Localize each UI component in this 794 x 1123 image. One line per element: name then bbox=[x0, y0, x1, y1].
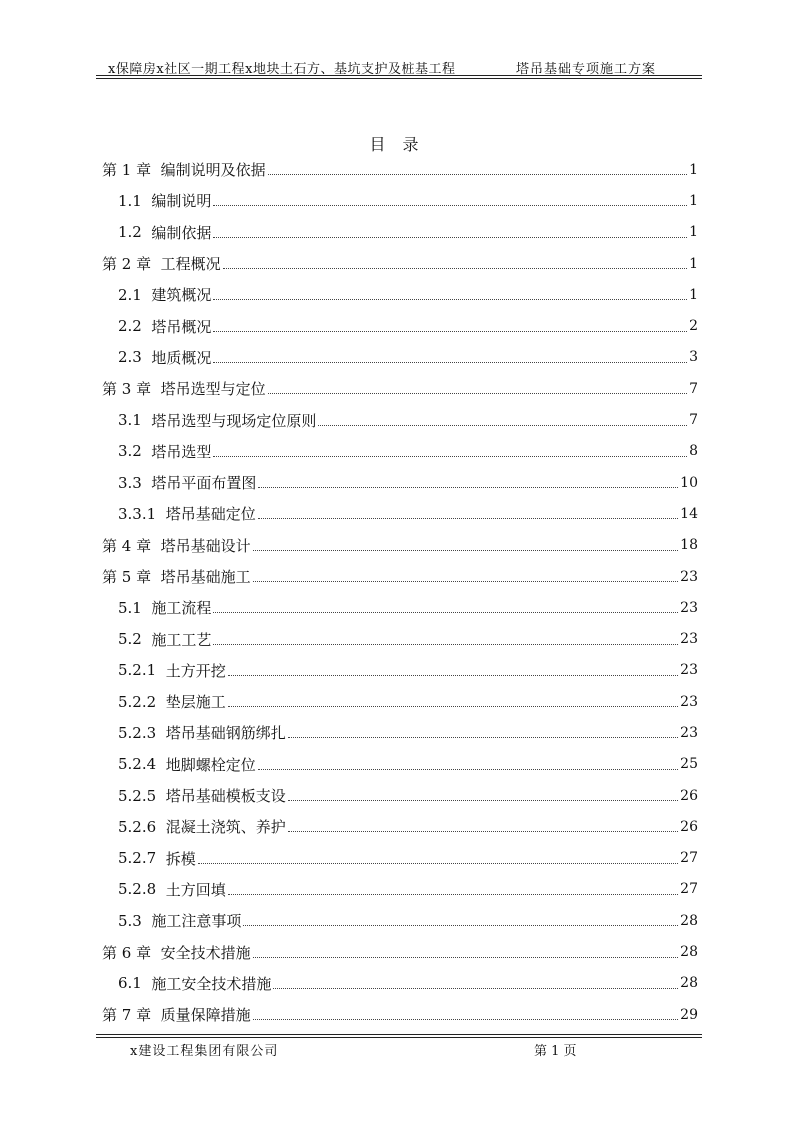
header-document-title: 塔吊基础专项施工方案 bbox=[516, 62, 657, 77]
toc-entry-title: 工程概况 bbox=[160, 255, 221, 274]
toc-entry-page: 8 bbox=[689, 443, 698, 460]
toc-entry-number: 第 7 章 bbox=[102, 1006, 161, 1025]
toc-dot-leader bbox=[273, 988, 678, 989]
toc-entry-page: 23 bbox=[680, 568, 698, 585]
footer-rule-thin bbox=[96, 1034, 702, 1035]
toc-entry-number: 5.2 bbox=[118, 630, 152, 649]
toc-entry[interactable] bbox=[102, 185, 698, 216]
toc-entry[interactable] bbox=[102, 780, 698, 811]
toc-dot-leader bbox=[258, 487, 678, 488]
toc-dot-leader bbox=[288, 800, 678, 801]
toc-entry-page: 23 bbox=[680, 631, 698, 648]
toc-entry[interactable] bbox=[102, 154, 698, 185]
toc-entry-page: 27 bbox=[680, 881, 698, 898]
toc-entry-title: 编制说明及依据 bbox=[160, 161, 266, 180]
toc-entry-number: 3.1 bbox=[118, 411, 152, 430]
toc-entry[interactable] bbox=[102, 717, 698, 748]
toc-entry[interactable] bbox=[102, 404, 698, 435]
toc-entry-title: 塔吊平面布置图 bbox=[151, 474, 257, 493]
toc-entry-number: 5.2.7 bbox=[118, 849, 166, 868]
toc-entry-title: 地质概况 bbox=[151, 348, 212, 367]
toc-entry[interactable] bbox=[102, 592, 698, 623]
toc-dot-leader bbox=[243, 925, 678, 926]
toc-entry-number: 2.1 bbox=[118, 285, 152, 304]
toc-entry-number: 第 5 章 bbox=[102, 568, 161, 586]
toc-entry-page: 1 bbox=[689, 224, 698, 241]
toc-entry-title: 土方回填 bbox=[165, 880, 226, 899]
toc-entry-page: 23 bbox=[680, 662, 698, 679]
toc-entry-number: 5.2.3 bbox=[118, 723, 166, 742]
toc-entry[interactable] bbox=[102, 749, 698, 780]
toc-entry[interactable] bbox=[102, 342, 698, 373]
toc-entry[interactable] bbox=[102, 874, 698, 905]
toc-entry-title: 塔吊基础模板支设 bbox=[165, 787, 286, 806]
toc-entry-page: 26 bbox=[680, 787, 698, 804]
toc-dot-leader bbox=[253, 581, 679, 582]
toc-dot-leader bbox=[213, 612, 678, 613]
toc-entry-number: 5.2.8 bbox=[118, 880, 166, 899]
toc-entry-number: 5.1 bbox=[118, 598, 152, 617]
toc-entry-title: 塔吊基础设计 bbox=[160, 536, 251, 555]
toc-entry-page: 3 bbox=[689, 349, 698, 366]
toc-entry-page: 1 bbox=[689, 161, 698, 178]
toc-entry[interactable] bbox=[102, 655, 698, 686]
toc-entry-number: 第 6 章 bbox=[102, 943, 161, 962]
toc-dot-leader bbox=[223, 268, 687, 269]
toc-dot-leader bbox=[198, 863, 678, 864]
toc-entry-page: 10 bbox=[680, 474, 698, 491]
toc-entry[interactable] bbox=[102, 498, 698, 529]
toc-entry-page: 23 bbox=[680, 693, 698, 710]
header-rule-thin bbox=[96, 78, 702, 79]
toc-entry-page: 26 bbox=[680, 818, 698, 835]
toc-dot-leader bbox=[228, 894, 678, 895]
toc-entry-title: 安全技术措施 bbox=[160, 943, 251, 962]
toc-entry[interactable] bbox=[102, 623, 698, 654]
footer-page-number: 第 1 页 bbox=[534, 1044, 577, 1059]
toc-entry-title: 施工流程 bbox=[151, 599, 212, 618]
toc-entry-title: 施工安全技术措施 bbox=[151, 974, 272, 993]
toc-entry-page: 28 bbox=[680, 944, 698, 961]
toc-dot-leader bbox=[228, 675, 678, 676]
toc-dot-leader bbox=[258, 769, 678, 770]
toc-entry-page: 14 bbox=[680, 505, 698, 522]
toc-entry[interactable] bbox=[102, 373, 698, 404]
toc-entry-page: 1 bbox=[689, 255, 698, 272]
toc-dot-leader bbox=[213, 644, 678, 645]
toc-entry-title: 塔吊选型 bbox=[151, 442, 212, 461]
footer-company: x建设工程集团有限公司 bbox=[130, 1044, 279, 1059]
toc-entry-title: 拆模 bbox=[165, 849, 196, 868]
toc-entry-page: 23 bbox=[680, 724, 698, 741]
toc-entry-number: 第 3 章 bbox=[102, 380, 161, 399]
toc-entry-page: 28 bbox=[680, 912, 698, 929]
toc-entry[interactable] bbox=[102, 217, 698, 248]
toc-dot-leader bbox=[213, 331, 687, 332]
toc-entry-page: 27 bbox=[680, 850, 698, 867]
toc-entry[interactable] bbox=[102, 936, 698, 967]
toc-entry-title: 编制依据 bbox=[151, 223, 212, 242]
toc-entry-page: 25 bbox=[680, 756, 698, 773]
toc-dot-leader bbox=[253, 957, 679, 958]
toc-dot-leader bbox=[288, 737, 678, 738]
toc-entry-number: 第 4 章 bbox=[102, 536, 161, 555]
toc-entry-page: 7 bbox=[689, 412, 698, 429]
toc-entry-number: 3.3.1 bbox=[118, 504, 166, 523]
toc-dot-leader bbox=[268, 174, 687, 175]
toc-entry[interactable] bbox=[102, 467, 698, 498]
toc-entry-page: 7 bbox=[689, 380, 698, 397]
toc-dot-leader bbox=[213, 299, 687, 300]
toc-dot-leader bbox=[253, 1019, 679, 1020]
toc-entry[interactable] bbox=[102, 843, 698, 874]
toc-entry-number: 5.2.6 bbox=[118, 817, 166, 836]
toc-entry-number: 5.3 bbox=[118, 911, 152, 930]
toc-entry-number: 6.1 bbox=[118, 974, 152, 993]
toc-entry-number: 5.2.5 bbox=[118, 786, 166, 805]
toc-entry[interactable] bbox=[102, 310, 698, 341]
toc-entry-number: 3.2 bbox=[118, 442, 152, 461]
toc-entry[interactable] bbox=[102, 905, 698, 936]
toc-entry-page: 29 bbox=[680, 1006, 698, 1023]
toc-dot-leader bbox=[213, 456, 687, 457]
header-rule-thick bbox=[96, 75, 702, 76]
toc-entry-title: 塔吊选型与定位 bbox=[160, 380, 266, 399]
toc-dot-leader bbox=[318, 425, 687, 426]
toc-entry-number: 5.2.2 bbox=[118, 692, 166, 711]
toc-entry-number: 5.2.4 bbox=[118, 755, 166, 774]
toc-dot-leader bbox=[253, 550, 679, 551]
toc-entry-number: 第 1 章 bbox=[102, 161, 161, 180]
page-footer bbox=[96, 1040, 702, 1060]
toc-entry[interactable] bbox=[102, 530, 698, 561]
toc-entry-title: 施工工艺 bbox=[151, 630, 212, 649]
table-of-contents bbox=[102, 154, 698, 1030]
toc-entry-title: 塔吊选型与现场定位原则 bbox=[151, 411, 317, 430]
toc-entry-number: 2.3 bbox=[118, 348, 152, 367]
toc-entry-title: 土方开挖 bbox=[165, 661, 226, 680]
toc-entry-title: 垫层施工 bbox=[165, 693, 226, 712]
toc-entry-page: 23 bbox=[680, 599, 698, 616]
toc-entry-title: 施工注意事项 bbox=[151, 912, 242, 931]
toc-entry-title: 混凝土浇筑、养护 bbox=[165, 818, 286, 837]
toc-entry-page: 28 bbox=[680, 975, 698, 992]
toc-entry-page: 18 bbox=[680, 537, 698, 554]
toc-dot-leader bbox=[268, 393, 687, 394]
toc-entry-number: 第 2 章 bbox=[102, 255, 161, 274]
toc-entry[interactable] bbox=[102, 248, 698, 279]
toc-entry-title: 塔吊基础钢筋绑扎 bbox=[165, 724, 286, 743]
toc-entry-number: 5.2.1 bbox=[118, 661, 166, 680]
page-header bbox=[96, 56, 702, 76]
toc-entry-title: 质量保障措施 bbox=[160, 1006, 251, 1025]
toc-entry-page: 2 bbox=[689, 318, 698, 335]
toc-entry-title: 编制说明 bbox=[151, 192, 212, 211]
toc-entry[interactable] bbox=[102, 279, 698, 310]
toc-dot-leader bbox=[258, 518, 678, 519]
toc-dot-leader bbox=[213, 205, 687, 206]
toc-entry-page: 1 bbox=[689, 192, 698, 209]
toc-entry-title: 地脚螺栓定位 bbox=[165, 755, 256, 774]
header-project-title: x保障房x社区一期工程x地块土石方、基坑支护及桩基工程 bbox=[108, 62, 456, 77]
toc-entry[interactable] bbox=[102, 811, 698, 842]
toc-entry[interactable] bbox=[102, 999, 698, 1030]
toc-entry[interactable] bbox=[102, 968, 698, 999]
toc-dot-leader bbox=[213, 362, 687, 363]
toc-entry-number: 1.2 bbox=[118, 223, 152, 242]
toc-dot-leader bbox=[213, 237, 687, 238]
toc-dot-leader bbox=[288, 831, 678, 832]
footer-rule-thick bbox=[96, 1037, 702, 1038]
toc-entry[interactable] bbox=[102, 686, 698, 717]
toc-entry[interactable] bbox=[102, 561, 698, 592]
toc-entry[interactable] bbox=[102, 436, 698, 467]
toc-entry-title: 塔吊基础施工 bbox=[160, 568, 251, 586]
toc-entry-title: 建筑概况 bbox=[151, 286, 212, 305]
toc-entry-number: 2.2 bbox=[118, 317, 152, 336]
toc-entry-page: 1 bbox=[689, 286, 698, 303]
toc-entry-number: 1.1 bbox=[118, 191, 152, 210]
toc-dot-leader bbox=[228, 706, 678, 707]
toc-entry-title: 塔吊基础定位 bbox=[165, 505, 256, 524]
toc-entry-number: 3.3 bbox=[118, 473, 152, 492]
toc-entry-title: 塔吊概况 bbox=[151, 317, 212, 336]
toc-title: 目 录 bbox=[369, 135, 425, 154]
